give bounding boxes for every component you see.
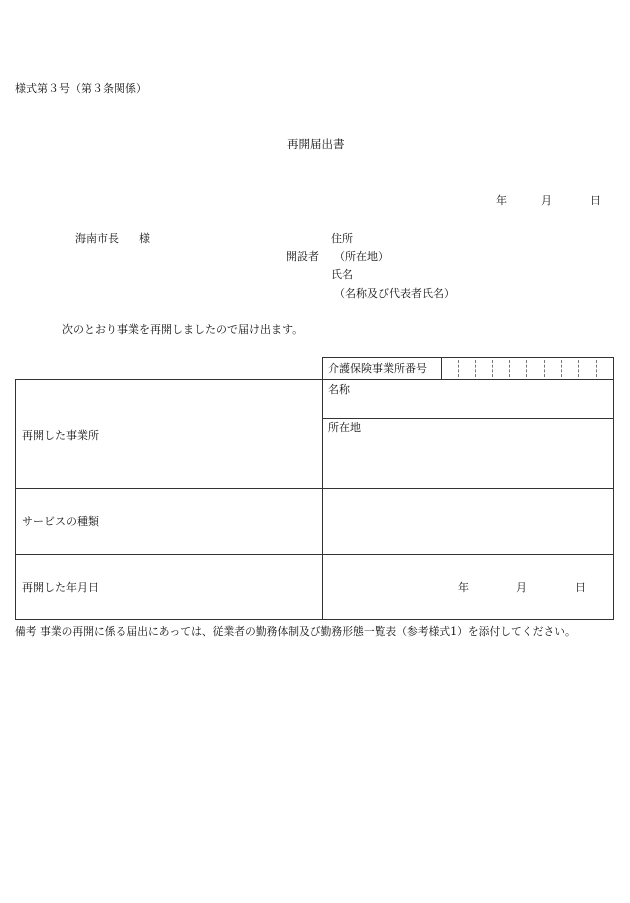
digit-separator: [475, 360, 476, 377]
document-title: 再開届出書: [287, 137, 345, 151]
applicant-role-label: 開設者: [286, 250, 319, 263]
addressee-name: 海南市長: [75, 232, 119, 245]
statement-text: 次のとおり事業を再開しましたので届け出ます。: [62, 323, 304, 336]
table-border-right: [613, 357, 614, 620]
digit-separator: [526, 360, 527, 377]
digit-separator: [492, 360, 493, 377]
restart-day-label: 日: [575, 581, 586, 594]
table-border-top: [15, 379, 614, 380]
addressee-honorific: 様: [139, 232, 150, 245]
restart-date-label: 再開した年月日: [22, 581, 99, 594]
table-border-bottom: [15, 619, 614, 620]
table-divider-column: [322, 357, 323, 620]
date-month-label: 月: [541, 194, 552, 207]
digit-separator: [458, 360, 459, 377]
restarted-office-label: 再開した事業所: [22, 429, 99, 442]
restart-year-label: 年: [458, 581, 469, 594]
table-divider-name: [322, 418, 614, 419]
office-number-divider: [441, 357, 442, 379]
office-name-label: 名称: [328, 383, 350, 396]
office-number-label: 介護保険事業所番号: [328, 362, 427, 375]
digit-separator: [509, 360, 510, 377]
digit-separator: [578, 360, 579, 377]
table-divider-service: [15, 488, 614, 489]
digit-separator: [544, 360, 545, 377]
addressee: [75, 233, 150, 244]
digit-separator: [561, 360, 562, 377]
applicant-address-label: 住所: [331, 232, 353, 245]
service-type-label: サービスの種類: [22, 515, 99, 528]
applicant-address-sublabel: （所在地）: [334, 250, 389, 263]
date-day-label: 日: [590, 194, 601, 207]
digit-separator: [596, 360, 597, 377]
table-border-left: [15, 379, 16, 620]
remarks-note: 備考 事業の再開に係る届出にあっては、従業者の勤務体制及び勤務形態一覧表（参考様式1）を添付してください。: [15, 625, 576, 638]
restart-month-label: 月: [516, 581, 527, 594]
applicant-name-sublabel: （名称及び代表者氏名）: [334, 287, 455, 300]
applicant-name-label: 氏名: [331, 268, 353, 281]
date-year-label: 年: [496, 194, 507, 207]
office-location-label: 所在地: [328, 421, 361, 434]
table-divider-date: [15, 554, 614, 555]
form-number: 様式第３号（第３条関係）: [15, 82, 147, 95]
table-border-top-small: [322, 357, 614, 358]
